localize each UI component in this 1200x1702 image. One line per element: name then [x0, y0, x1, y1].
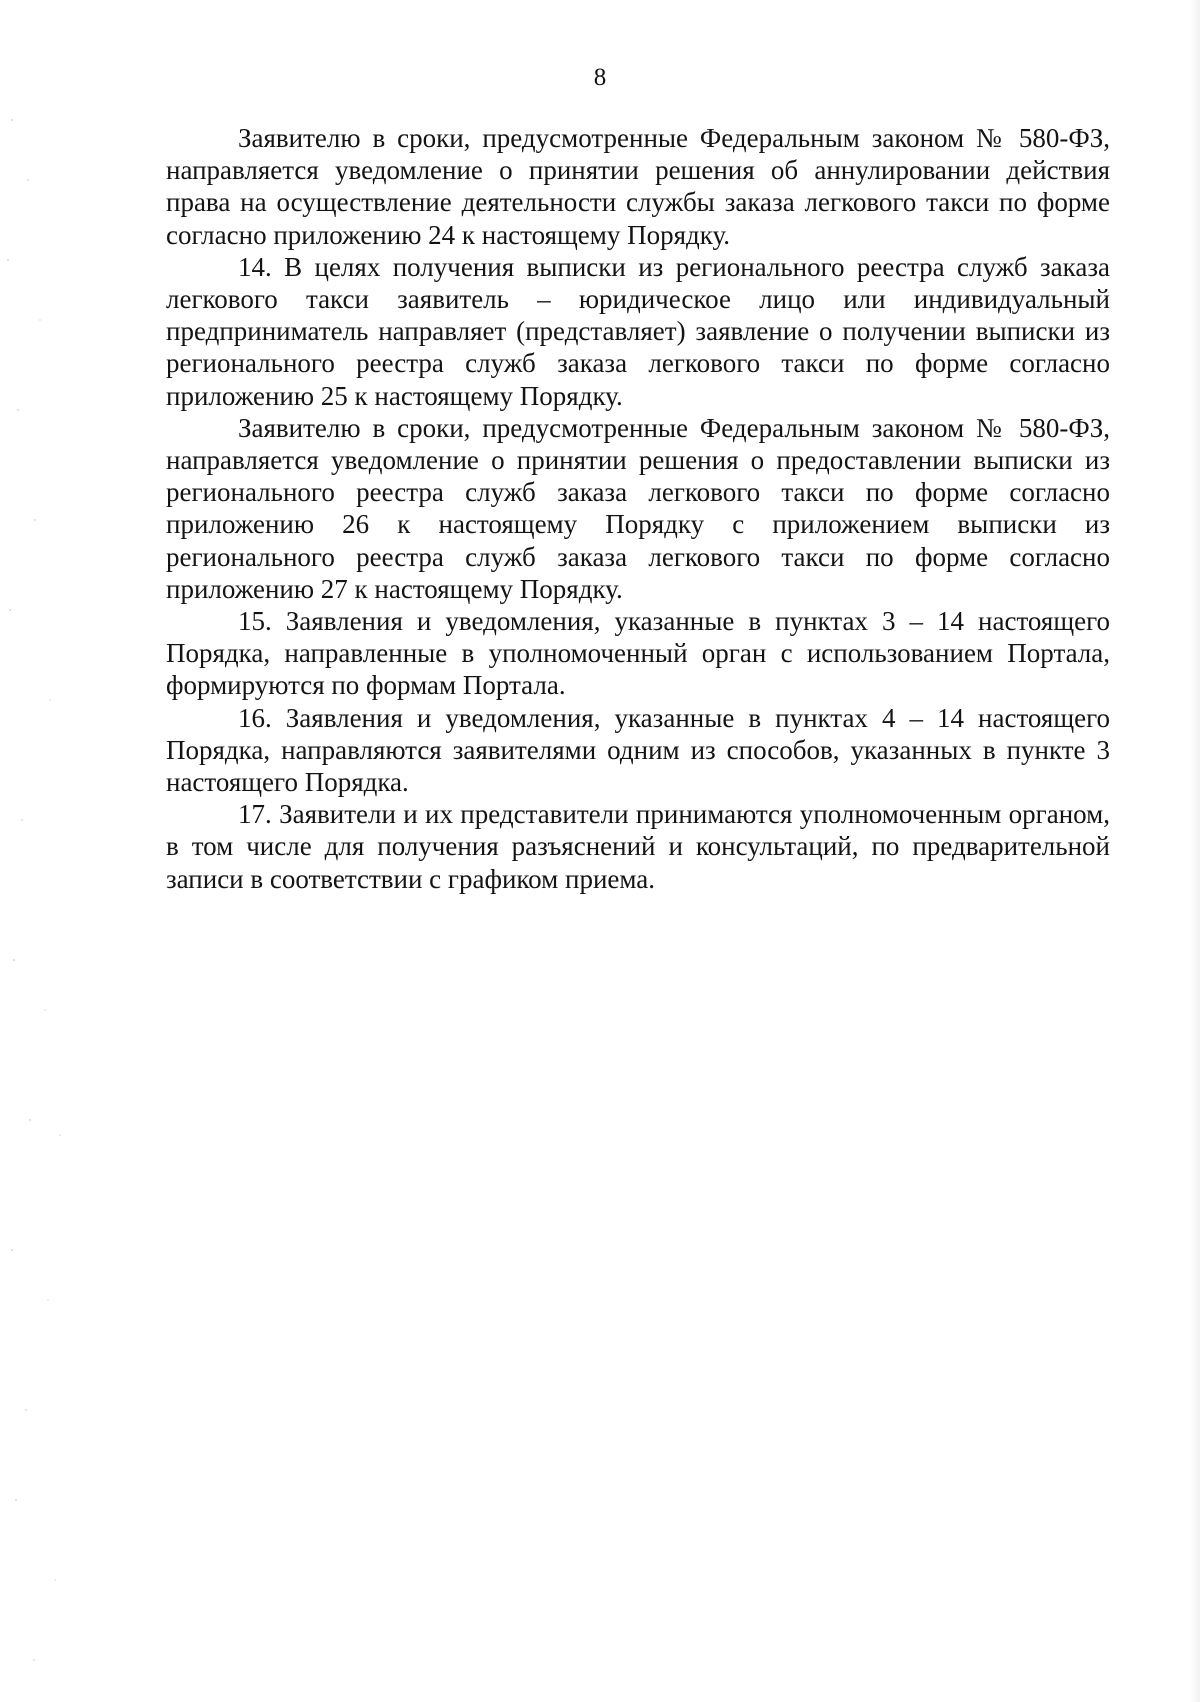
paragraph-item-15: 15. Заявления и уведомления, указанные в пунктах 3 – 14 настоящего Порядка, направленные в уполномоченный орган с использованием Портала, формируются по формам Портала. — [166, 606, 1110, 701]
paragraph-item-16: 16. Заявления и уведомления, указанные в пунктах 4 – 14 настоящего Порядка, направляются заявителями одним из способов, указанных в пункте 3 настоящего Порядка. — [166, 702, 1110, 798]
scan-edge-shadow — [1190, 0, 1200, 1702]
document-body — [166, 122, 1110, 895]
paragraph-notification-annulment: Заявителю в сроки, предусмотренные Федеральным законом № 580-ФЗ, направляется уведомление о принятии решения об аннулировании действия права на осуществление деятельности службы заказа легкового такси по форме согласно приложению 24 к настоящему Порядку. — [166, 123, 1110, 250]
paragraph-notification-extract: Заявителю в сроки, предусмотренные Федеральным законом № 580-ФЗ, направляется уведомление о принятии решения о предоставлении выписки из регионального реестра служб заказа легкового такси по форме согласно приложению 26 к настоящему Порядку с приложением выписки из регионального реестра служб заказа легкового такси по форме согласно приложению 27 к настоящему Порядку. — [166, 412, 1110, 604]
scan-noise — [0, 0, 120, 1702]
paragraph-item-14: 14. В целях получения выписки из регионального реестра служб заказа легкового такси заявитель – юридическое лицо или индивидуальный предприниматель направляет (представляет) заявление о получении выписки из регионального реестра служб заказа легкового такси по форме согласно приложению 25 к настоящему Порядку. — [166, 251, 1110, 411]
page-number: 8 — [593, 64, 607, 91]
paragraph-item-17: 17. Заявители и их представители принимаются уполномоченным органом, в том числе для получения разъяснений и консультаций, по предварительной записи в соответствии с графиком приема. — [166, 799, 1110, 894]
